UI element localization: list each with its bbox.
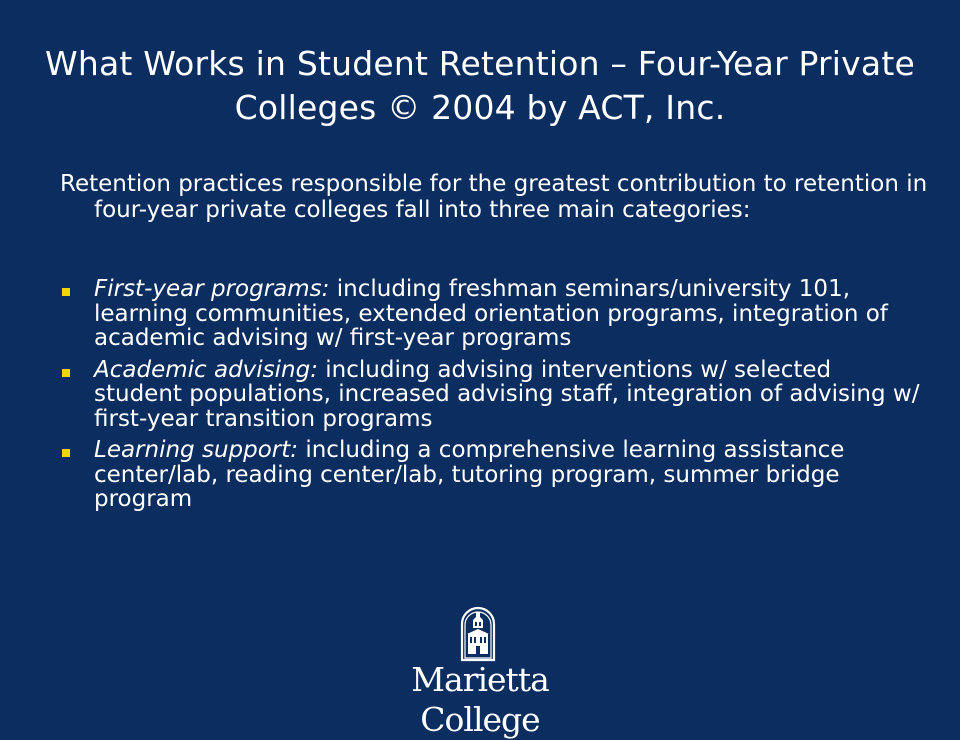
list-item: [60, 277, 920, 351]
square-bullet-icon: [62, 449, 70, 457]
college-wordmark: Marietta College: [411, 660, 549, 739]
list-item: [60, 438, 920, 512]
list-item: [60, 358, 920, 432]
bullet-list: [60, 277, 920, 519]
bullet-term: Academic advising:: [94, 356, 318, 383]
bullet-term: First-year programs:: [94, 276, 330, 302]
bullet-term: Learning support:: [94, 437, 299, 463]
slide-title: What Works in Student Retention – Four-Year Private Colleges © 2004 by ACT, Inc.: [45, 44, 915, 127]
college-building-seal-icon: [458, 604, 498, 662]
college-logo: [372, 604, 588, 739]
square-bullet-icon: [62, 288, 70, 296]
bullet-text: including a comprehensive learning assistance center/lab, reading center/lab, tutoring program, summer bridge program: [94, 437, 845, 512]
intro-paragraph: Retention practices responsible for the greatest contribution to retention in four-year private colleges fall into three main categories:: [60, 171, 928, 223]
bullet-text: including advising interventions w/ selected student populations, increased advising staff, integration of advising w/ first-year transition programs: [94, 356, 920, 432]
bullet-text: including freshman seminars/university 101, learning communities, extended orientation programs, integration of academic advising w/ first-year programs: [94, 276, 888, 351]
square-bullet-icon: [62, 369, 70, 377]
